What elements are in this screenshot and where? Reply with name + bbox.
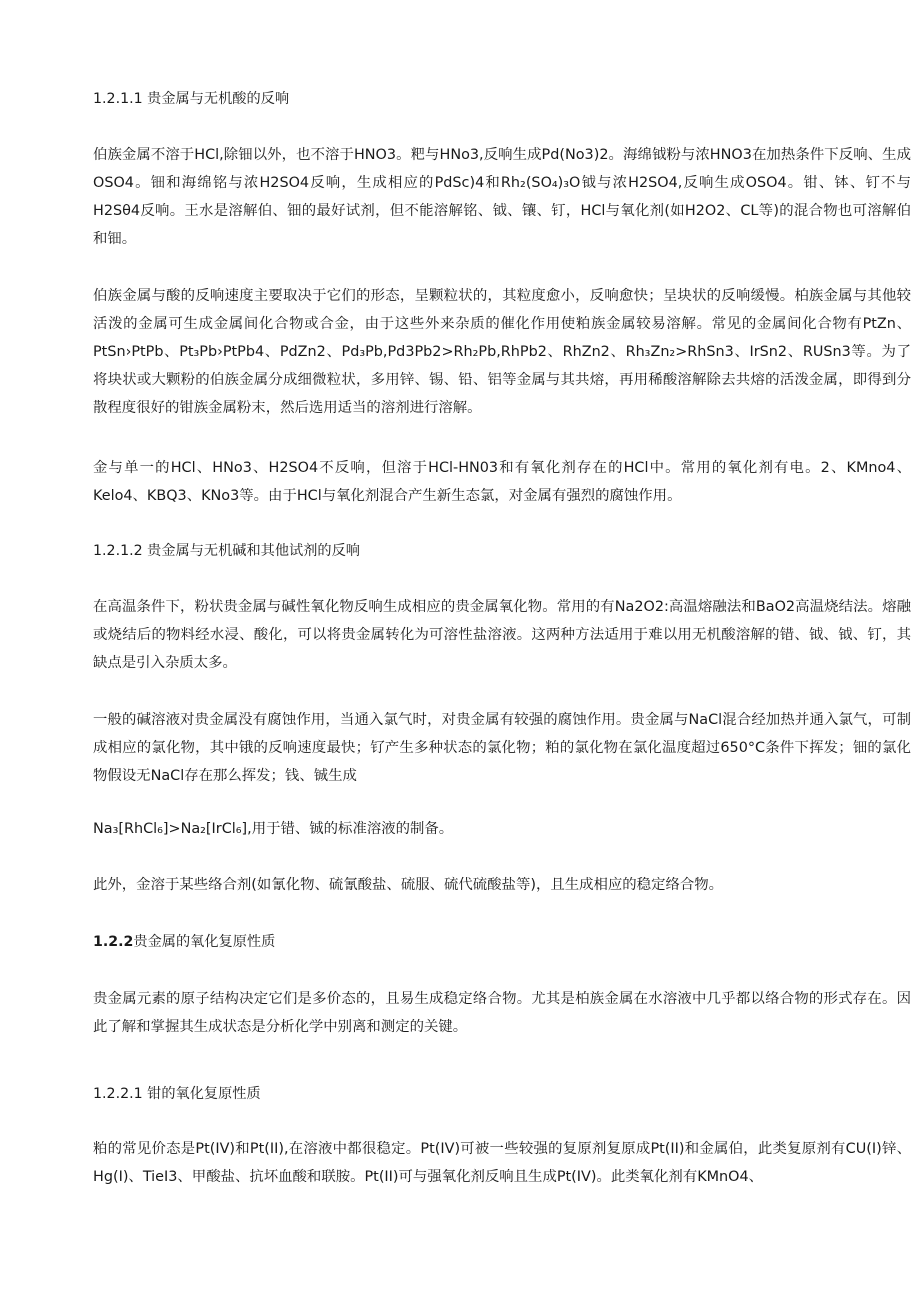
paragraph-redox-overview: 贵金属元素的原子结构决定它们是多价态的，且易生成稳定络合物。尤其是柏族金属在水溶液中几乎都以络合物的形式存在。因此了解和掌握其生成状态是分析化学中别离和测定的关键。 — [93, 991, 911, 1035]
paragraph-complexing-agents: 此外，金溶于某些络合剂(如氰化物、硫氰酸盐、硫服、硫代硫酸盐等)，且生成相应的稳定络合物。 — [93, 877, 724, 893]
paragraph-platinum-redox: 粕的常见价态是Pt(IV)和Pt(II),在溶液中都很稳定。Pt(IV)可被一些较强的复原剂复原成Pt(II)和金属伯，此类复原剂有CU(I)锌、Hg(I)、TieI3、甲酸盐、抗坏血酸和联胺。Pt(II)可与强氧化剂反响且生成Pt(IV)。此类氧化剂有KMnO4、 — [93, 1141, 911, 1185]
paragraph-gold-acids: 金与单一的HCl、HNo3、H2SO4不反响，但溶于HCl-HN03和有氧化剂存在的HCl中。常用的氧化剂有电。2、KMno4、Kelo4、KBQ3、KNo3等。由于HCl与氧化剂混合产生新生态氯，对金属有强烈的腐蚀作用。 — [93, 460, 911, 504]
heading-1-2-1-2: 1.2.1.2 贵金属与无机碱和其他试剂的反响 — [93, 543, 360, 559]
heading-1-2-2 — [93, 928, 911, 956]
paragraph-chlorination: 一般的碱溶液对贵金属没有腐蚀作用，当通入氯气时，对贵金属有较强的腐蚀作用。贵金属与NaCl混合经加热并通入氯气，可制成相应的氯化物，其中锇的反响速度最快；钌产生多种状态的氯化物；粕的氯化物在氯化温度超过650°C条件下挥发；钿的氯化物假设无NaCl存在那么挥发；钱、铖生成 — [93, 712, 911, 784]
heading-1-2-2-1: 1.2.2.1 钳的氧化复原性质 — [93, 1086, 261, 1102]
heading-1-2-1-1: 1.2.1.1 贵金属与无机酸的反响 — [93, 91, 290, 107]
paragraph-acid-reactions: 伯族金属不溶于HCl,除钿以外，也不溶于HNO3。粑与HNo3,反响生成Pd(No3)2。海绵钺粉与浓HNO3在加热条件下反响、生成OSO4。钿和海绵铭与浓H2SO4反响，生成相应的PdSc)4和Rh₂(SO₄)₃O钺与浓H2SO4,反响生成OSO4。钳、钵、钉不与H2Sθ4反响。王水是溶解伯、钿的最好试剂，但不能溶解铭、钺、镶、钉，HCl与氧化剂(如H2O2、CL等)的混合物也可溶解伯和钿。 — [93, 147, 911, 247]
paragraph-high-temperature: 在高温条件下，粉状贵金属与碱性氧化物反响生成相应的贵金属氧化物。常用的有Na2O2:高温熔融法和BaO2高温烧结法。熔融或烧结后的物料经水浸、酸化，可以将贵金属转化为可溶性盐溶液。这两种方法适用于难以用无机酸溶解的错、钺、钺、钉，其缺点是引入杂质太多。 — [93, 599, 911, 671]
heading-text: 贵金属的氧化复原性质 — [133, 934, 276, 950]
paragraph-reaction-speed: 伯族金属与酸的反响速度主要取决于它们的形态，呈颗粒状的，其粒度愈小，反响愈快；呈块状的反响缓慢。柏族金属与其他较活泼的金属可生成金属间化合物或合金，由于这些外来杂质的催化作用使粕族金属较易溶解。常见的金属间化合物有PtZn、PtSn›PtPb、Pt₃Pb›PtPb4、PdZn2、Pd₃Pb,Pd3Pb2>Rh₂Pb,RhPb2、RhZn2、Rh₃Zn₂>RhSn3、IrSn2、RUSn3等。为了将块状或大颗粉的伯族金属分成细微粒状，多用锌、锡、铅、铝等金属与其共熔，再用稀酸溶解除去共熔的活泼金属，即得到分散程度很好的钳族金属粉末，然后选用适当的溶剂进行溶解。 — [93, 288, 911, 416]
heading-number: 1.2.2 — [93, 934, 134, 950]
paragraph-standard-solution: Na₃[RhCl₆]>Na₂[IrCl₆],用于错、铖的标准溶液的制备。 — [93, 821, 454, 837]
